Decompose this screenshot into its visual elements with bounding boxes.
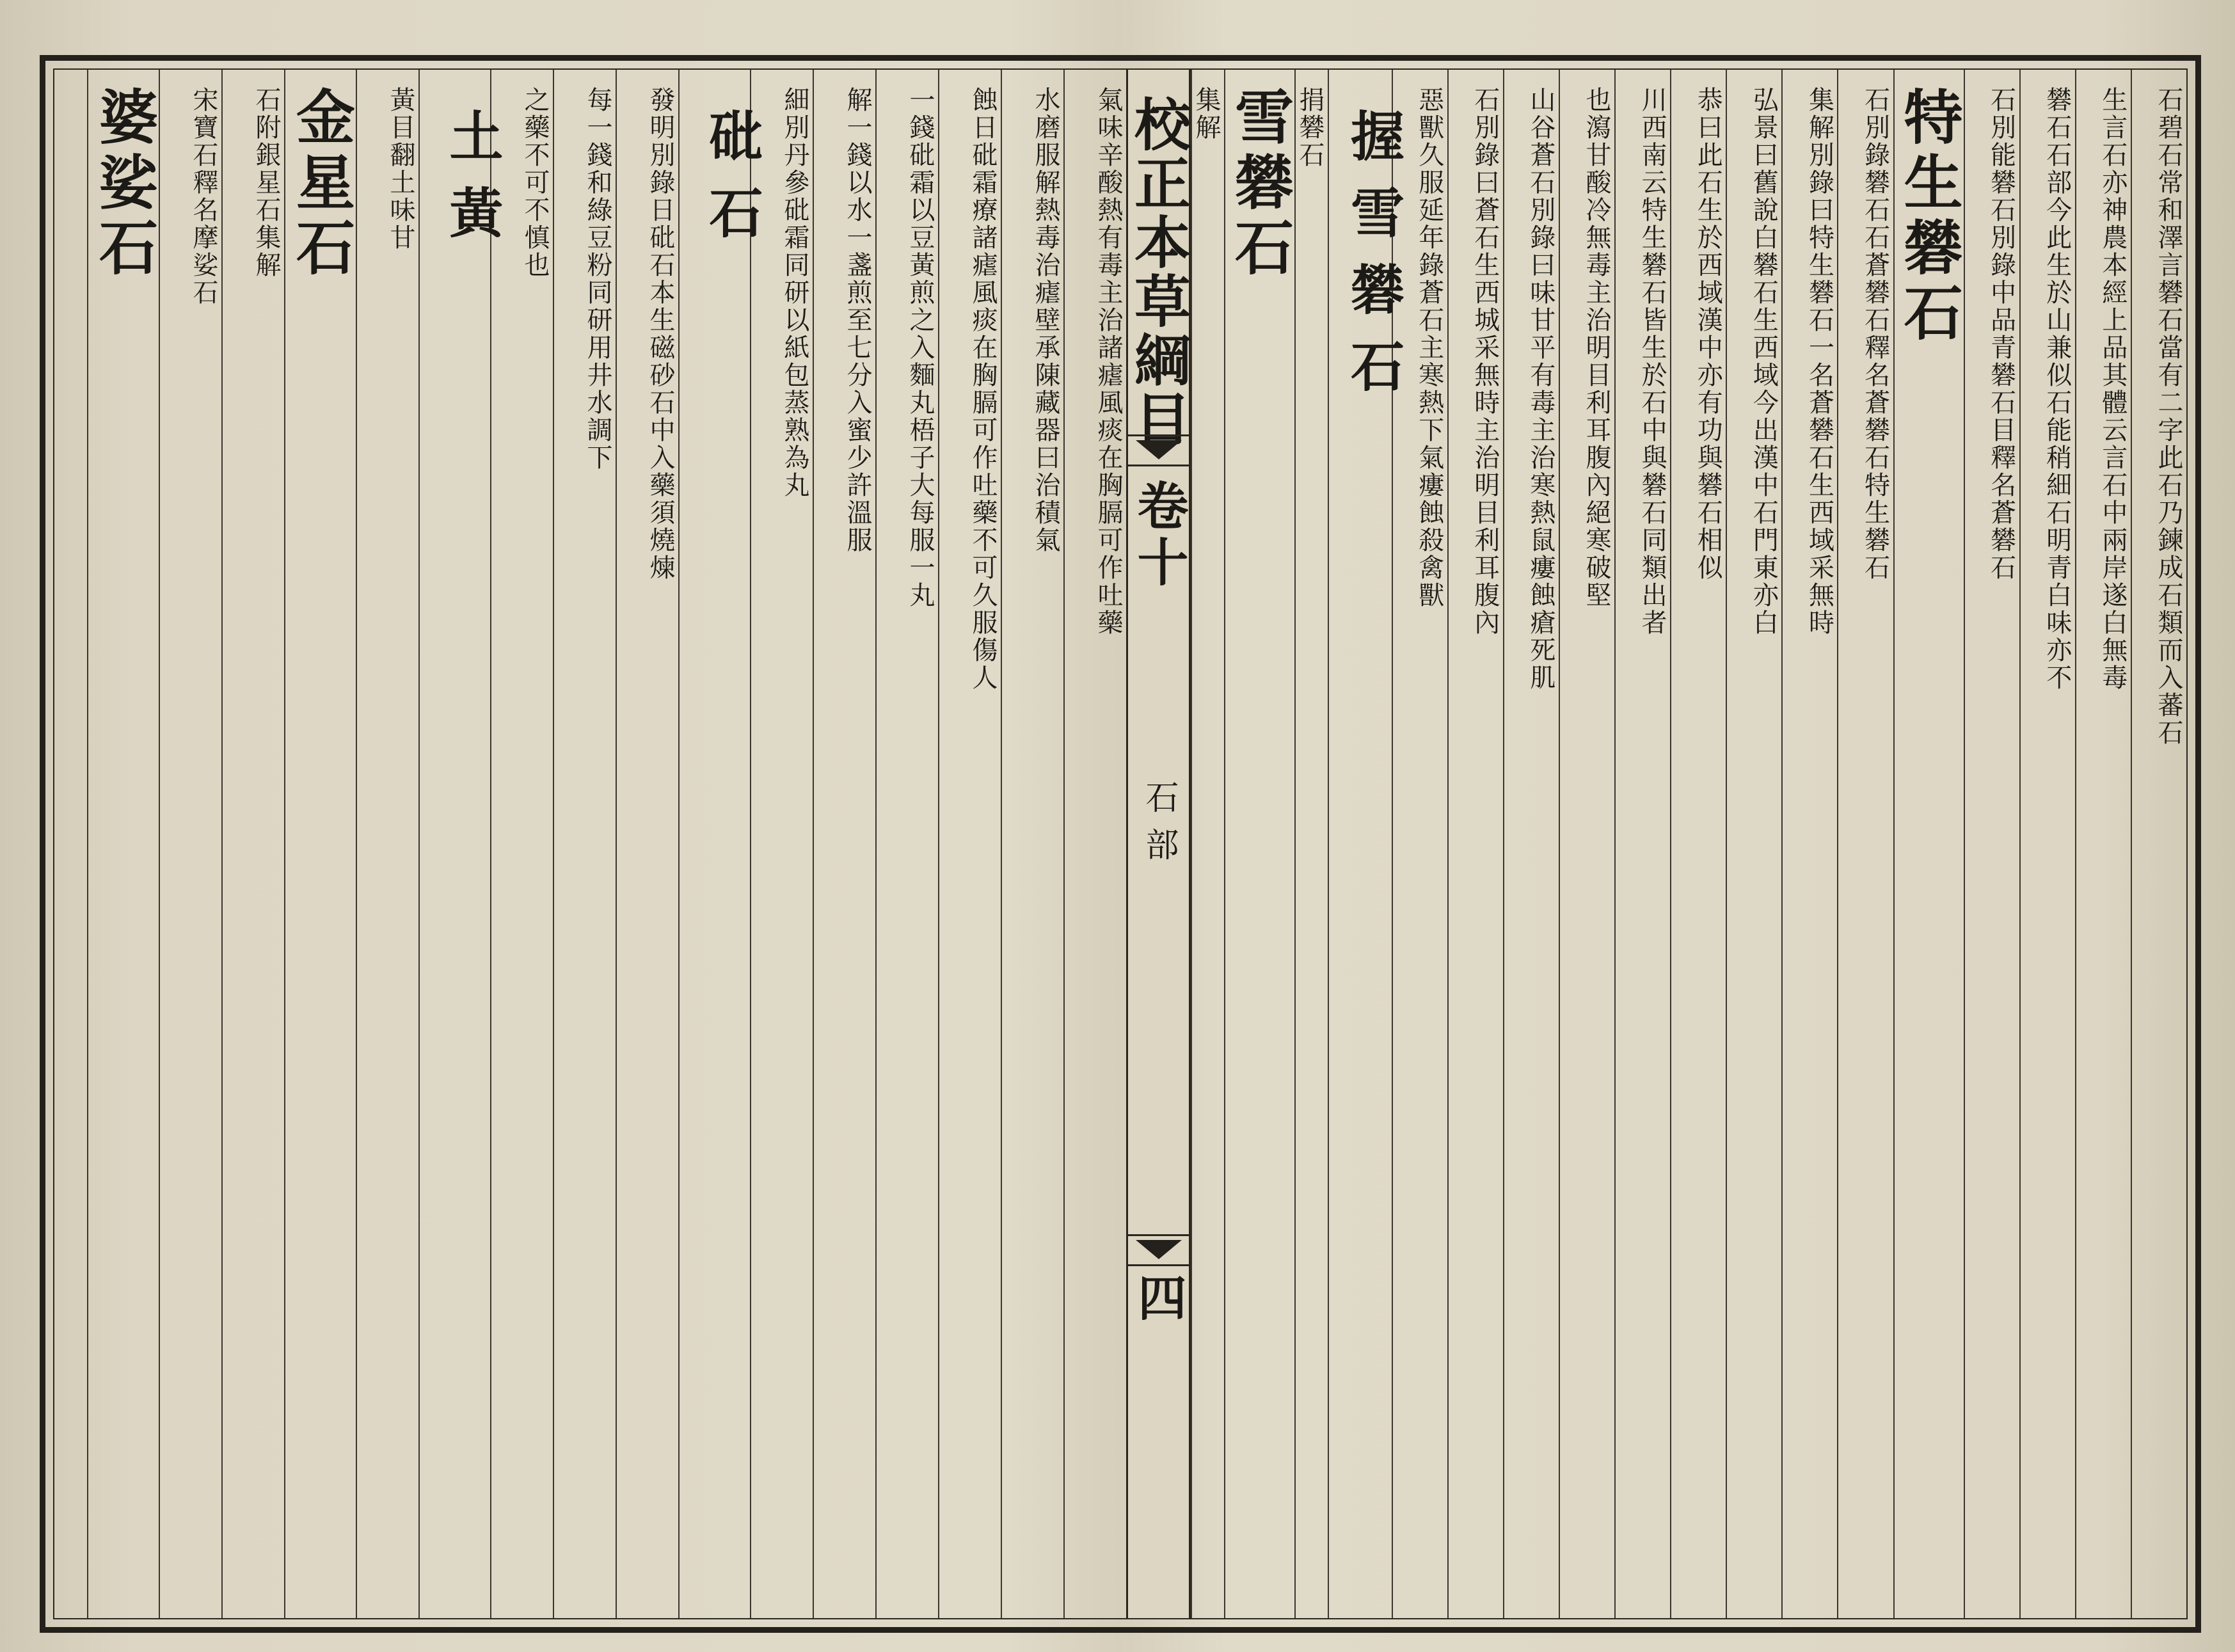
column-text: 之藥不可不慎也	[520, 86, 550, 279]
text-column	[2075, 70, 2131, 1618]
column-text: 宋寶石釋名摩娑石	[189, 86, 218, 306]
text-column	[221, 70, 284, 1618]
text-column	[159, 70, 221, 1618]
column-text: 水磨服解熱毒治瘧壁承陳藏器曰治積氣	[1031, 86, 1060, 554]
section-label: 石部	[1140, 780, 1178, 875]
text-column	[750, 70, 813, 1618]
page-number: 四	[1130, 1273, 1187, 1321]
column-text: 捐礬石	[1295, 86, 1325, 169]
text-column	[1726, 70, 1781, 1618]
text-column	[1191, 70, 1224, 1618]
entry-heading-column	[1893, 70, 1964, 1618]
section-heading: 砒石	[701, 108, 764, 262]
fishtail-mark-lower	[1128, 1234, 1189, 1266]
text-column	[1670, 70, 1726, 1618]
column-text: 解一錢以水一盞煎至七分入蜜少許溫服	[843, 86, 872, 554]
right-page	[1191, 70, 2186, 1618]
section-heading: 握雪礬石	[1342, 108, 1406, 415]
text-column	[1837, 70, 1893, 1618]
column-text: 礬石石部今此生於山兼似石能稍細石明青白味亦不	[2042, 86, 2072, 692]
column-text: 氣味辛酸熱有毒主治諸瘧風痰在胸膈可作吐藥	[1094, 86, 1123, 637]
column-text: 發明別錄日砒石本生磁砂石中入藥須燒煉	[646, 86, 675, 582]
page-border	[40, 55, 2201, 1633]
column-text: 石別錄礬石石蒼礬石釋名蒼礬石特生礬石	[1860, 86, 1890, 582]
text-column	[813, 70, 875, 1618]
text-column	[1063, 70, 1126, 1618]
column-text: 弘景曰舊說白礬石生西域今出漢中石門東亦白	[1749, 86, 1779, 637]
text-column	[490, 70, 553, 1618]
section-heading: 土黃	[441, 108, 504, 262]
text-column	[1001, 70, 1063, 1618]
text-column	[1447, 70, 1503, 1618]
text-column	[356, 70, 418, 1618]
column-text: 生言石亦神農本經上品其體云言石中兩岸遂白無毒	[2097, 86, 2128, 692]
text-column	[1781, 70, 1837, 1618]
column-text: 每一錢和綠豆粉同研用井水調下	[583, 86, 612, 472]
entry-heading: 特生礬石	[1894, 86, 1964, 347]
column-text: 集解別錄曰特生礬石一名蒼礬石生西域采無時	[1804, 86, 1834, 637]
entry-heading-column	[1224, 70, 1294, 1618]
section-heading-column	[1328, 70, 1406, 1618]
text-column	[616, 70, 678, 1618]
center-spine	[1126, 70, 1191, 1618]
text-column	[2131, 70, 2186, 1618]
text-column	[553, 70, 616, 1618]
column-text: 石別錄曰蒼石生西城采無時主治明目利耳腹內	[1470, 86, 1500, 637]
column-text: 石碧石常和澤言礬石當有二字此石乃鍊成石類而入蕃石	[2154, 86, 2183, 747]
text-column	[1503, 70, 1559, 1618]
text-column	[875, 70, 938, 1618]
column-text: 細別丹參砒霜同研以紙包蒸熟為丸	[780, 86, 809, 499]
column-text: 集解	[1191, 86, 1221, 141]
entry-heading-column	[284, 70, 356, 1618]
column-text: 石附銀星石集解	[251, 86, 281, 279]
text-column	[1294, 70, 1328, 1618]
column-text: 川西南云特生礬石皆生於石中與礬石同類出者	[1637, 86, 1667, 637]
volume-label: 卷十	[1129, 479, 1189, 592]
column-text: 恭曰此石生於西域漢中亦有功與礬石相似	[1693, 86, 1723, 582]
text-column	[1964, 70, 2019, 1618]
left-page	[54, 70, 1126, 1618]
text-column	[2019, 70, 2075, 1618]
text-column	[938, 70, 1001, 1618]
entry-heading: 雪礬石	[1225, 86, 1295, 282]
column-text: 也瀉甘酸冷無毒主治明目利耳腹內絕寒破堅	[1582, 86, 1612, 609]
entry-heading: 金星石	[287, 86, 356, 282]
column-text: 惡獸久服延年錄蒼石主寒熱下氣瘻蝕殺禽獸	[1414, 86, 1444, 609]
column-text: 黃目翻土味甘	[386, 86, 415, 251]
section-heading-column	[678, 70, 764, 1618]
entry-heading: 婆娑石	[90, 86, 159, 282]
text-column	[1614, 70, 1670, 1618]
section-heading-column	[418, 70, 504, 1618]
column-text: 石別能礬石別錄中品青礬石目釋名蒼礬石	[1986, 86, 2016, 582]
text-column	[1559, 70, 1614, 1618]
column-text: 山谷蒼石別錄曰味甘平有毒主治寒熱鼠瘻蝕瘡死肌	[1525, 86, 1555, 692]
book-title: 校正本草綱目	[1125, 95, 1192, 449]
fishtail-mark	[1128, 434, 1189, 466]
column-text: 蝕日砒霜療諸瘧風痰在胸膈可作吐藥不可久服傷人	[968, 86, 998, 692]
entry-heading-column	[87, 70, 159, 1618]
column-text: 一錢砒霜以豆黃煎之入麵丸梧子大每服一丸	[905, 86, 935, 609]
